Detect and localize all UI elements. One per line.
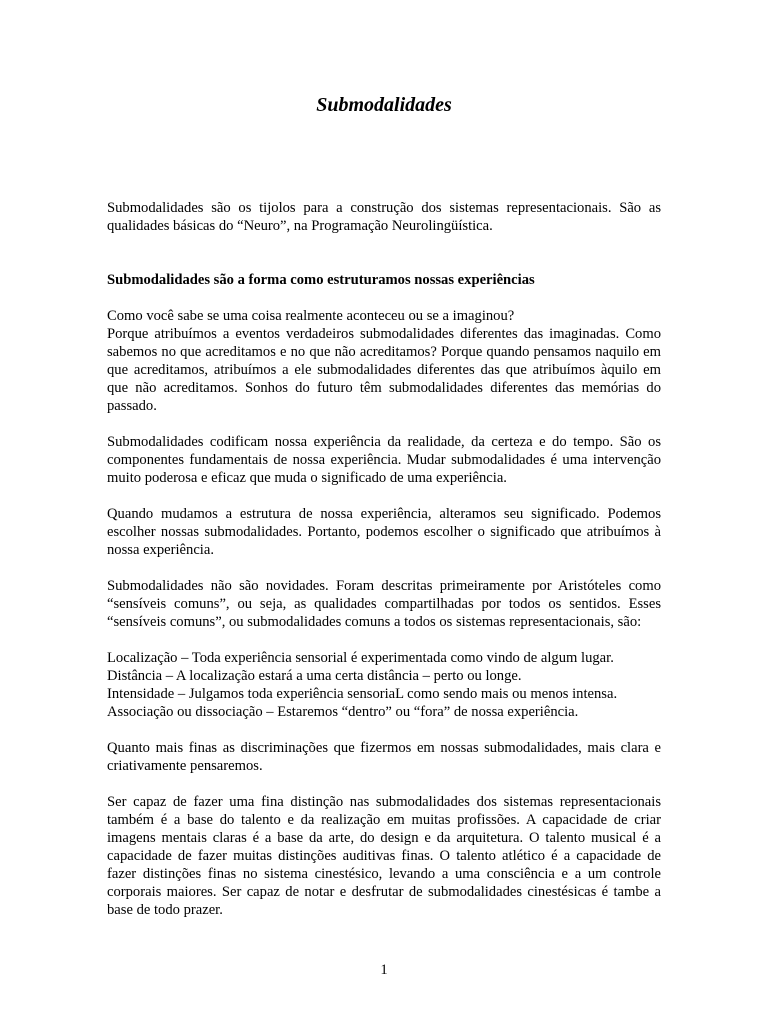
spacer bbox=[107, 631, 661, 649]
spacer bbox=[107, 721, 661, 739]
document-title: Submodalidades bbox=[316, 94, 452, 116]
spacer bbox=[107, 487, 661, 505]
document-body bbox=[107, 199, 661, 919]
paragraph-aristotle: Submodalidades não são novidades. Foram descritas primeiramente por Aristóteles como “sensíveis comuns”, ou seja, as qualidades compartilhadas por todos os sentidos. Esses “sensíveis comuns”, ou submodalidades comuns a todos os sistemas representacionais, são: bbox=[107, 578, 661, 630]
spacer bbox=[107, 559, 661, 577]
paragraph-talent: Ser capaz de fazer uma fina distinção nas submodalidades dos sistemas representacionais também é a base do talento e da realização em muitas profissões. A capacidade de criar imagens mentais claras é a base da arte, do design e da arquitetura. O talento musical é a capacidade de fazer muitas distinções auditivas finas. O talento atlético é a capacidade de fazer distinções finas no sistema cinestésico, levando a uma consciência e a um controle corporais maiores. Ser capaz de notar e desfrutar de submodalidades cinestésicas é tambe a base de todo prazer. bbox=[107, 794, 661, 918]
intro-paragraph: Submodalidades são os tijolos para a construção dos sistemas representacionais. São as qualidades básicas do “Neuro”, na Programação Neurolingüística. bbox=[107, 200, 661, 234]
list-item: Associação ou dissociação – Estaremos “dentro” ou “fora” de nossa experiência. bbox=[107, 704, 579, 720]
list-item: Intensidade – Julgamos toda experiência sensoriaL como sendo mais ou menos intensa. bbox=[107, 686, 618, 702]
paragraph-encoding: Submodalidades codificam nossa experiência da realidade, da certeza e do tempo. São os componentes fundamentais de nossa experiência. Mudar submodalidades é uma intervenção muito poderosa e eficaz que muda o significado de uma experiência. bbox=[107, 434, 661, 486]
page-number: 1 bbox=[380, 962, 388, 978]
paragraph-beliefs: Porque atribuímos a eventos verdadeiros submodalidades diferentes das imaginadas. Como sabemos no que acreditamos e no que não acreditamos? Porque quando pensamos naquilo em que acreditamos, atribuímos a ele submodalidades diferentes das que atribuímos àquilo em que não acreditamos. Sonhos do futuro têm submodalidades diferentes das memórias do passado. bbox=[107, 326, 661, 414]
list-item: Localização – Toda experiência sensorial é experimentada como vindo de algum lugar. bbox=[107, 650, 614, 666]
spacer bbox=[107, 775, 661, 793]
list-item: Distância – A localização estará a uma certa distância – perto ou longe. bbox=[107, 668, 522, 684]
spacer bbox=[107, 289, 661, 307]
submodality-list bbox=[107, 649, 661, 721]
paragraph-discrimination: Quanto mais finas as discriminações que fizermos em nossas submodalidades, mais clara e criativamente pensaremos. bbox=[107, 740, 661, 774]
spacer bbox=[107, 235, 661, 271]
paragraph-structure: Quando mudamos a estrutura de nossa experiência, alteramos seu significado. Podemos escolher nossas submodalidades. Portanto, podemos escolher o significado que atribuímos à nossa experiência. bbox=[107, 506, 661, 558]
section-heading: Submodalidades são a forma como estruturamos nossas experiências bbox=[107, 272, 535, 288]
spacer bbox=[107, 415, 661, 433]
question-line: Como você sabe se uma coisa realmente aconteceu ou se a imaginou? bbox=[107, 308, 515, 324]
